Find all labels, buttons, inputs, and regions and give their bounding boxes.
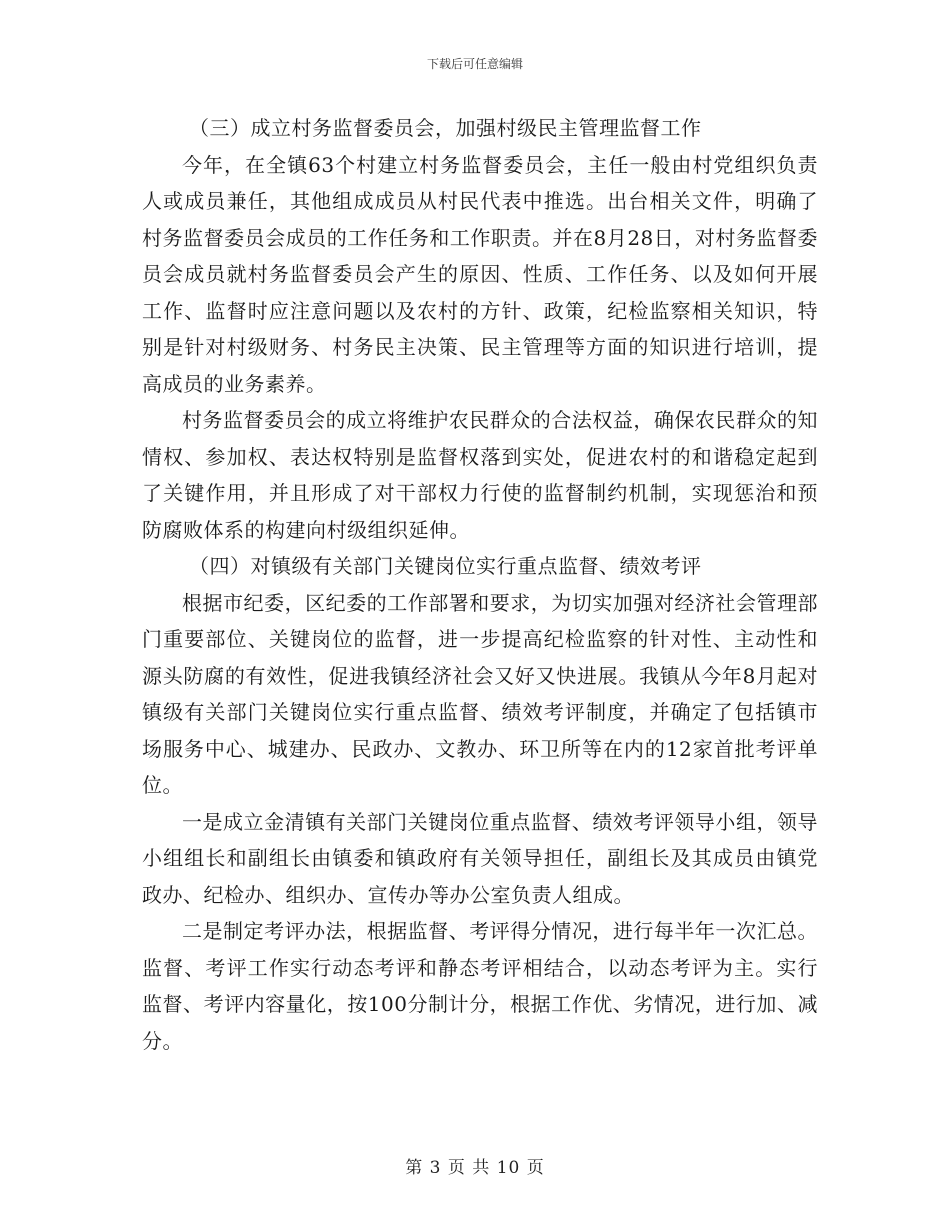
paragraph: 根据市纪委，区纪委的工作部署和要求，为切实加强对经济社会管理部门重要部位、关键岗位的监督，进一步提高纪检监察的针对性、主动性和源头防腐的有效性，促进我镇经济社会又好又快进展。我镇从今年8月起对镇级有关部门关键岗位实行重点监督、绩效考评制度，并确定了包括镇市场服务中心、城建办、民政办、文教办、环卫所等在内的12家首批考评单位。 [142, 590, 818, 797]
section-heading-3: （三）成立村务监督委员会，加强村级民主管理监督工作 [189, 116, 702, 140]
paragraph: 二是制定考评办法，根据监督、考评得分情况，进行每半年一次汇总。监督、考评工作实行动态考评和静态考评相结合，以动态考评为主。实行监督、考评内容量化，按100分制计分，根据工作优、劣情况，进行加、减分。 [142, 919, 818, 1053]
page-number-footer: 第 3 页 共 10 页 [405, 1158, 545, 1178]
section-heading-4: （四）对镇级有关部门关键岗位实行重点监督、绩效考评 [189, 554, 702, 578]
paragraph: 一是成立金清镇有关部门关键岗位重点监督、绩效考评领导小组，领导小组组长和副组长由镇委和镇政府有关领导担任，副组长及其成员由镇党政办、纪检办、组织办、宣传办等办公室负责人组成。 [142, 809, 818, 907]
document-body [142, 110, 818, 1059]
paragraph: 村务监督委员会的成立将维护农民群众的合法权益，确保农民群众的知情权、参加权、表达权特别是监督权落到实处，促进农村的和谐稳定起到了关键作用，并且形成了对干部权力行使的监督制约机制，实现惩治和预防腐败体系的构建向村级组织延伸。 [142, 408, 818, 542]
paragraph: 今年，在全镇63个村建立村务监督委员会，主任一般由村党组织负责人或成员兼任，其他组成成员从村民代表中推选。出台相关文件，明确了村务监督委员会成员的工作任务和工作职责。并在8月28日，对村务监督委员会成员就村务监督委员会产生的原因、性质、工作任务、以及如何开展工作、监督时应注意问题以及农村的方针、政策，纪检监察相关知识，特别是针对村级财务、村务民主决策、民主管理等方面的知识进行培训，提高成员的业务素养。 [142, 152, 818, 396]
page-header-note: 下载后可任意编辑 [426, 57, 523, 71]
